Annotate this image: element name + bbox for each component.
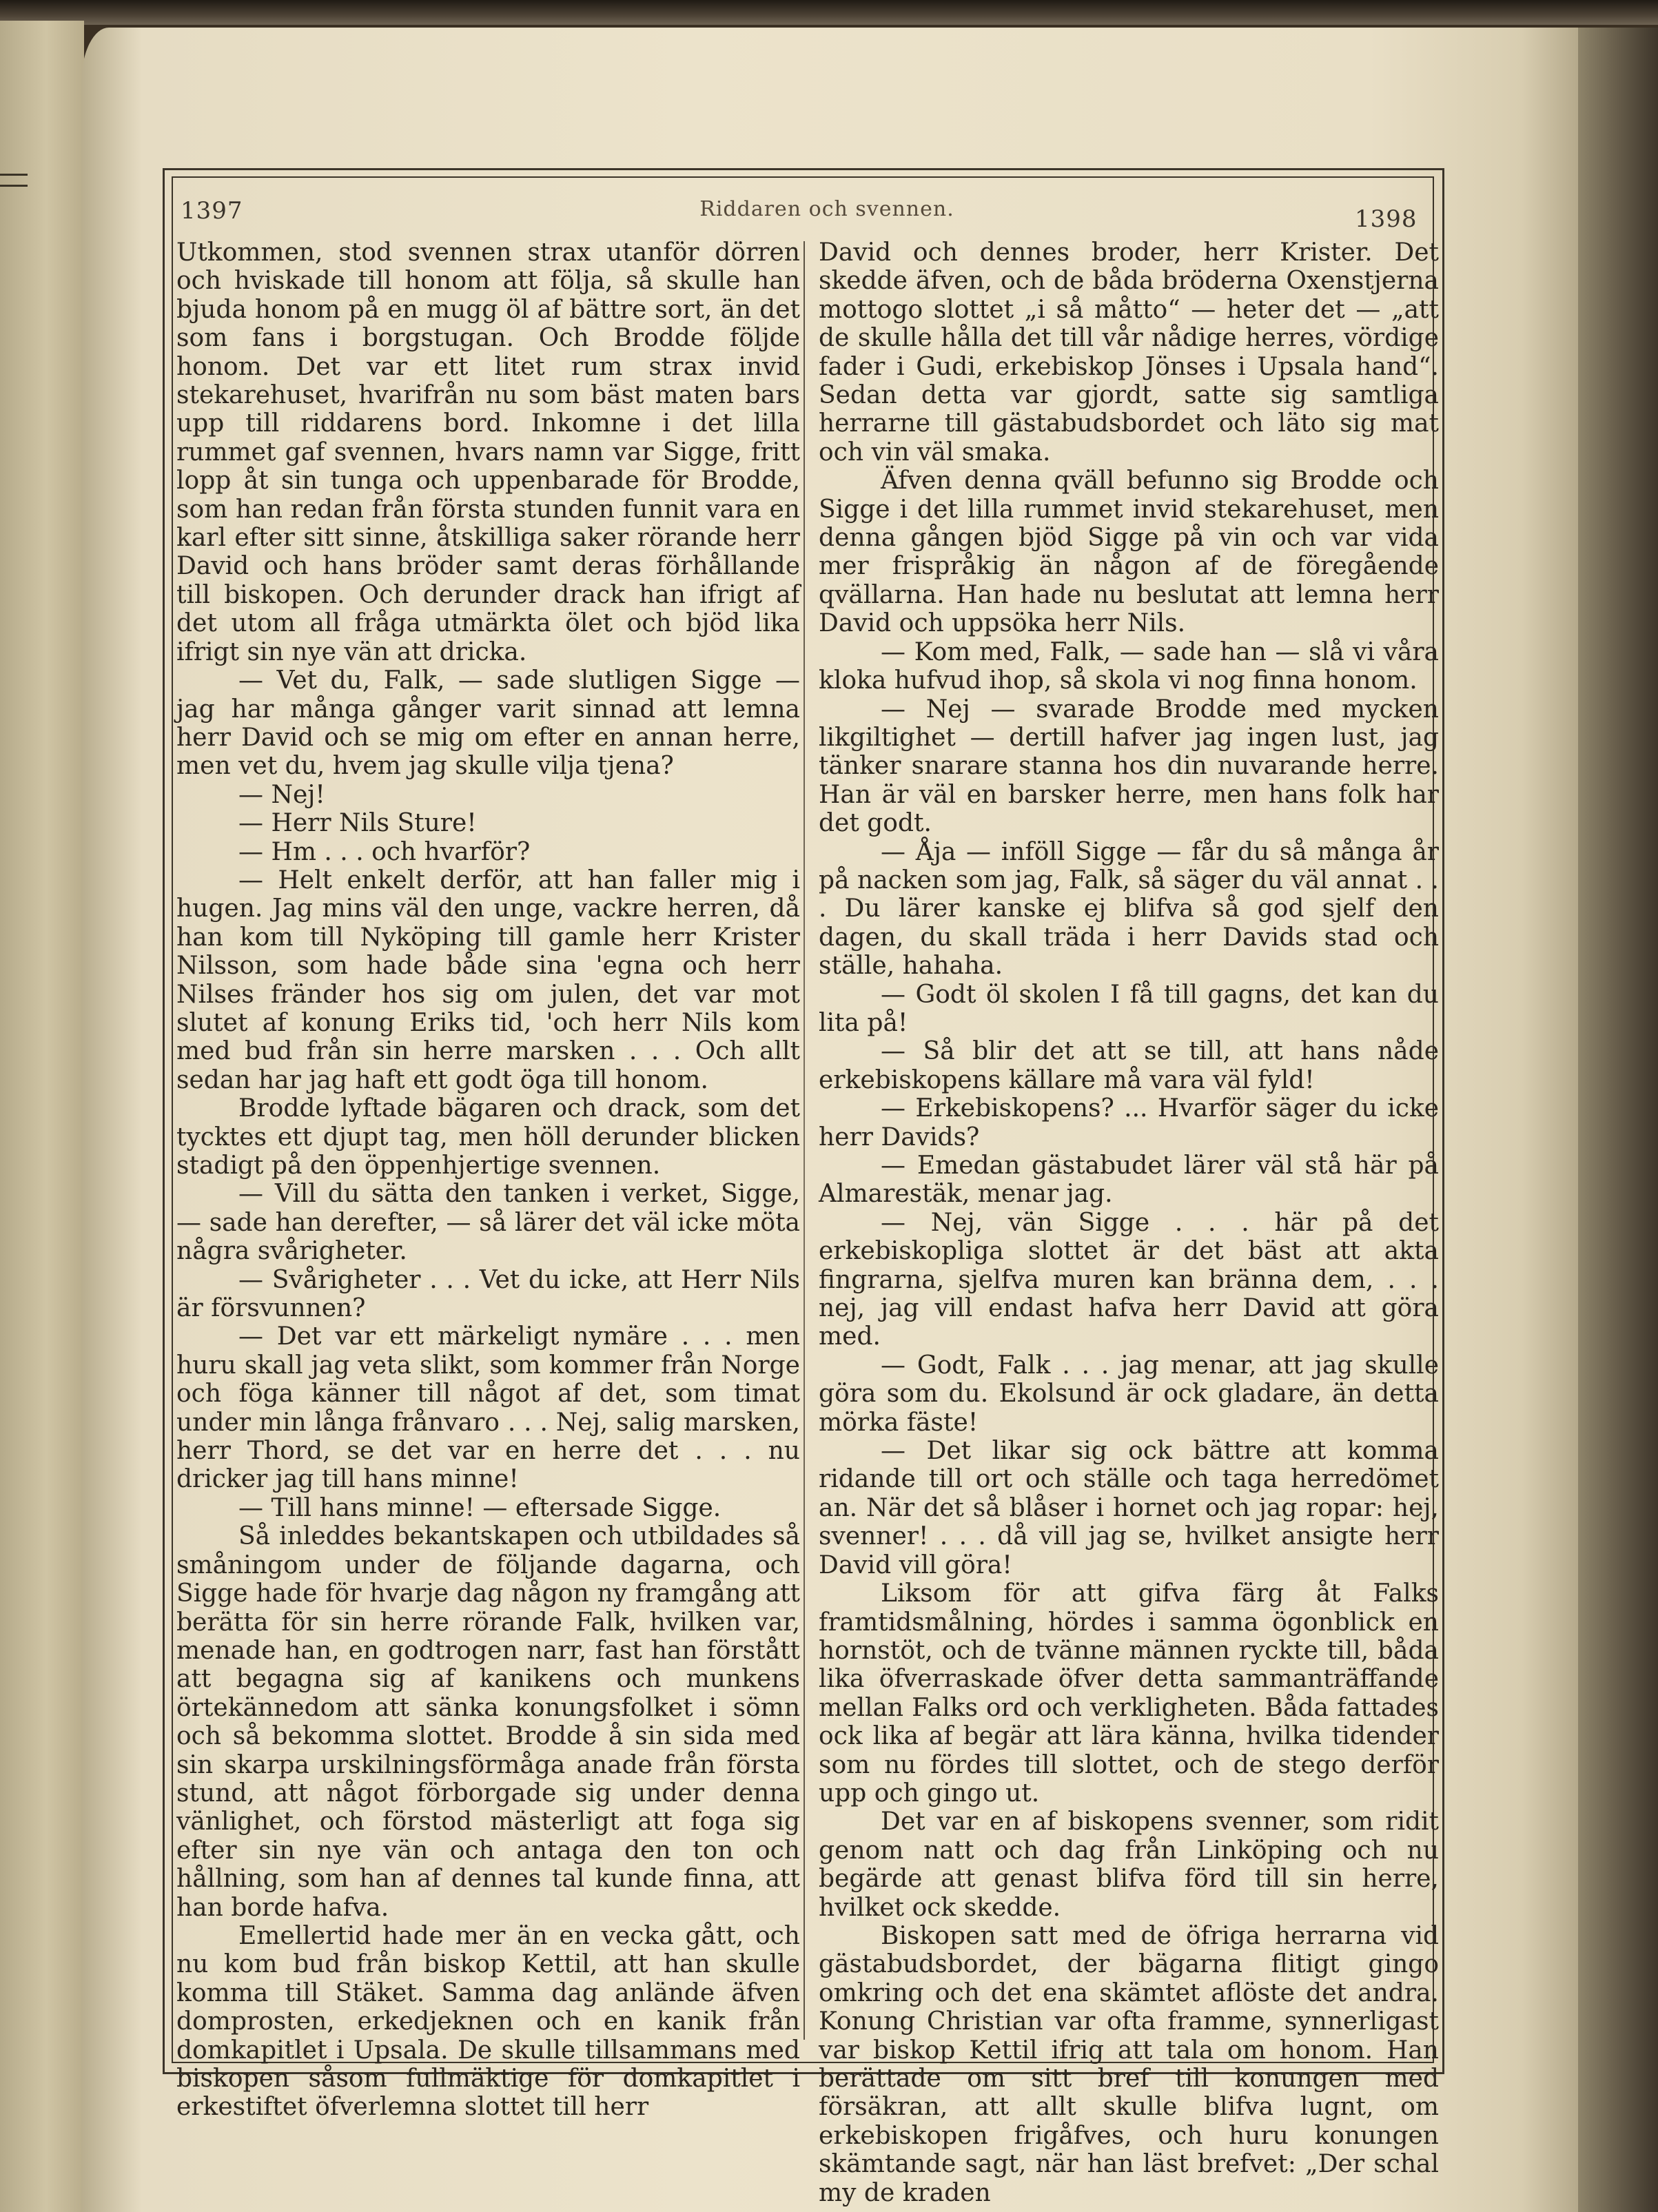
- paragraph: Emellertid hade mer än en vecka gått, och nu kom bud från biskop Kettil, att han skulle komma till Stäket. Samma dag anlände äfven domprosten, erkedjeknen och en kanik från domkapitlet i Upsala. De skulle tillsammans med biskopen såsom fullmäktige för domkapitlet i erkestiftet öfverlemna slottet till herr: [176, 1921, 800, 2122]
- paragraph: — Erkebiskopens? ... Hvarför säger du icke herr Davids?: [819, 1094, 1439, 1151]
- paragraph: — Vet du, Falk, — sade slutligen Sigge — jag har många gånger varit sinnad att lemna herr David och se mig om efter en annan herre, men vet du, hvem jag skulle vilja tjena?: [176, 666, 800, 781]
- paragraph: — Så blir det att se till, att hans nåde erkebiskopens källare må vara väl fyld!: [819, 1037, 1439, 1094]
- paragraph: — Till hans minne! — eftersade Sigge.: [238, 1493, 721, 1522]
- paragraph: — Det likar sig ock bättre att komma ridande till ort och ställe och taga herredömet an. När det så blåser i hornet och jag ropar: hej, svenner! . . . då vill jag se, hvilket ansigte herr David vill göra!: [819, 1437, 1439, 1579]
- adjacent-page-rule: [0, 174, 28, 176]
- paragraph: — Godt öl skolen I få till gagns, det kan du lita på!: [819, 980, 1439, 1037]
- paragraph: Biskopen satt med de öfriga herrarna vid gästabudsbordet, der bägarna flitigt gingo omkring och det ena skämtet aflöste det andra. Konung Christian var ofta framme, synnerligast var biskop Kettil ifrig att tala om honom. Han berättade om sitt bref till konungen med försäkran, att allt skulle blifva lugnt, om erkebiskopen frigåfves, och huru konungen skämtande sagt, när han läst brefvet: „Der schal my de kraden: [819, 1921, 1439, 2207]
- paragraph: Brodde lyftade bägaren och drack, som det tycktes ett djupt tag, men höll derunder blicken stadigt på den öppenhjertige svennen.: [176, 1094, 800, 1180]
- adjacent-page-rule: [0, 185, 28, 187]
- paragraph: — Helt enkelt derför, att han faller mig i hugen. Jag mins väl den unge, vackre herren, då han kom till Nyköping till gamle herr Krister Nilsson, som hade både sina 'egna och herr Nilses fränder hos sig om julen, det var mot slutet af konung Eriks tid, 'och herr Nils kom med bud från sin herre marsken . . . Och allt sedan har jag haft ett godt öga till honom.: [176, 866, 800, 1094]
- paragraph: — Nej — svarade Brodde med mycken likgiltighet — dertill hafver jag ingen lust, jag tänker snarare stanna hos din nuvarande herre. Han är väl en barsker herre, men hans folk har det godt.: [819, 695, 1439, 838]
- scan-top-edge: [0, 0, 1658, 25]
- column-divider: [804, 241, 805, 2040]
- paragraph: — Nej, vän Sigge . . . här på det erkebiskopliga slottet är det bäst att akta fingrarna, sjelfva muren kan bränna dem, . . . nej, jag vill endast hafva herr David att göra med.: [819, 1208, 1439, 1351]
- paragraph: — Herr Nils Sture!: [238, 809, 477, 838]
- paragraph: — Hm . . . och hvarför?: [238, 837, 531, 866]
- running-title: Riddaren och svennen.: [699, 197, 954, 221]
- paragraph: — Kom med, Falk, — sade han — slå vi våra kloka hufvud ihop, så skola vi nog finna honom.: [819, 637, 1439, 695]
- paragraph: Utkommen, stod svennen strax utanför dörren och hviskade till honom att följa, så skulle han bjuda honom på en mugg öl af bättre sort, än det som fans i borgstugan. Och Brodde följde honom. Det var ett litet rum strax invid stekarehuset, hvarifrån nu som bäst maten bars upp till riddarens bord. Inkomne i det lilla rummet gaf svennen, hvars namn var Sigge, fritt lopp åt sin tunga och uppenbarade för Brodde, som han redan från första stunden funnit vara en karl efter sitt sinne, åtskilliga saker rörande herr David och hans bröder samt deras förhållande till biskopen. Och derunder drack han ifrigt af det utom all fråga utmärkta ölet och bjöd lika ifrigt sin nye vän att dricka.: [176, 238, 800, 666]
- paragraph: — Emedan gästabudet lärer väl stå här på Almarestäk, menar jag.: [819, 1151, 1439, 1209]
- text-column-left: [176, 238, 800, 2122]
- paragraph: — Åja — inföll Sigge — får du så många år på nacken som jag, Falk, så säger du väl annat . . . Du lärer kanske ej blifva så god sjelf den dagen, du skall träda i herr Davids stad och ställe, hahaha.: [819, 837, 1439, 981]
- paragraph: — Svårigheter . . . Vet du icke, att Herr Nils är försvunnen?: [176, 1265, 800, 1323]
- text-column-right: [819, 238, 1439, 2207]
- page-number-right: 1398: [1355, 205, 1418, 233]
- paragraph: David och dennes broder, herr Krister. Det skedde äfven, och de båda bröderna Oxenstjerna mottogo slottet „i så måtto“ — heter det — „att de skulle hålla det till vår nådige herres, vördige fader i Gudi, erkebiskop Jönses i Upsala hand“. Sedan detta var gjordt, satte sig samtliga herrarne till gästabudsbordet och läto sig mat och vin väl smaka.: [819, 238, 1439, 467]
- page-number-left: 1397: [181, 197, 243, 225]
- paragraph: — Nej!: [238, 780, 325, 809]
- paragraph: — Det var ett märkeligt nymäre . . . men huru skall jag veta slikt, som kommer från Norge och föga känner till något af det, som timat under min långa frånvaro . . . Nej, salig marsken, herr Thord, se det var en herre det . . . nu dricker jag till hans minne!: [176, 1322, 800, 1494]
- paragraph: Liksom för att gifva färg åt Falks framtidsmålning, hördes i samma ögonblick en hornstöt, och de tvänne männen ryckte till, båda lika öfverraskade öfver detta sammanträffande mellan Falks ord och verkligheten. Båda fattades ock lika af begär att lära känna, hvilka tidender som nu fördes till slottet, och de stego derför upp och gingo ut.: [819, 1579, 1439, 1808]
- paragraph: Äfven denna qväll befunno sig Brodde och Sigge i det lilla rummet invid stekarehuset, men denna gången bjöd Sigge på vin och var vida mer frispråkig än någon af de föregående qvällarna. Han hade nu beslutat att lemna herr David och uppsöka herr Nils.: [819, 467, 1439, 638]
- paragraph: Så inleddes bekantskapen och utbildades så småningom under de följande dagarna, och Sigge hade för hvarje dag någon ny framgång att berätta för sin herre rörande Falk, hvilken var, menade han, en godtrogen narr, fast han förstått att begagna sig af kanikens och munkens örtekännedom att sänka konungsfolket i sömn och så bekomma slottet. Brodde å sin sida med sin skarpa urskilningsförmåga anade från första stund, att något förborgade sig under denna vänlighet, och förstod mästerligt att foga sig efter sin nye vän och antaga den ton och hållning, som han af dennes tal kunde finna, att han borde hafva.: [176, 1522, 800, 1922]
- paragraph: — Vill du sätta den tanken i verket, Sigge, — sade han derefter, — så lärer det väl icke möta några svårigheter.: [176, 1180, 800, 1266]
- paragraph: — Godt, Falk . . . jag menar, att jag skulle göra som du. Ekolsund är ock gladare, än detta mörka fäste!: [819, 1351, 1439, 1437]
- paragraph: Det var en af biskopens svenner, som ridit genom natt och dag från Linköping och nu begärde att genast blifva förd till sin herre, hvilket ock skedde.: [819, 1808, 1439, 1922]
- adjacent-page-edge: [0, 21, 84, 2212]
- book-spine-edge: [1578, 28, 1658, 2212]
